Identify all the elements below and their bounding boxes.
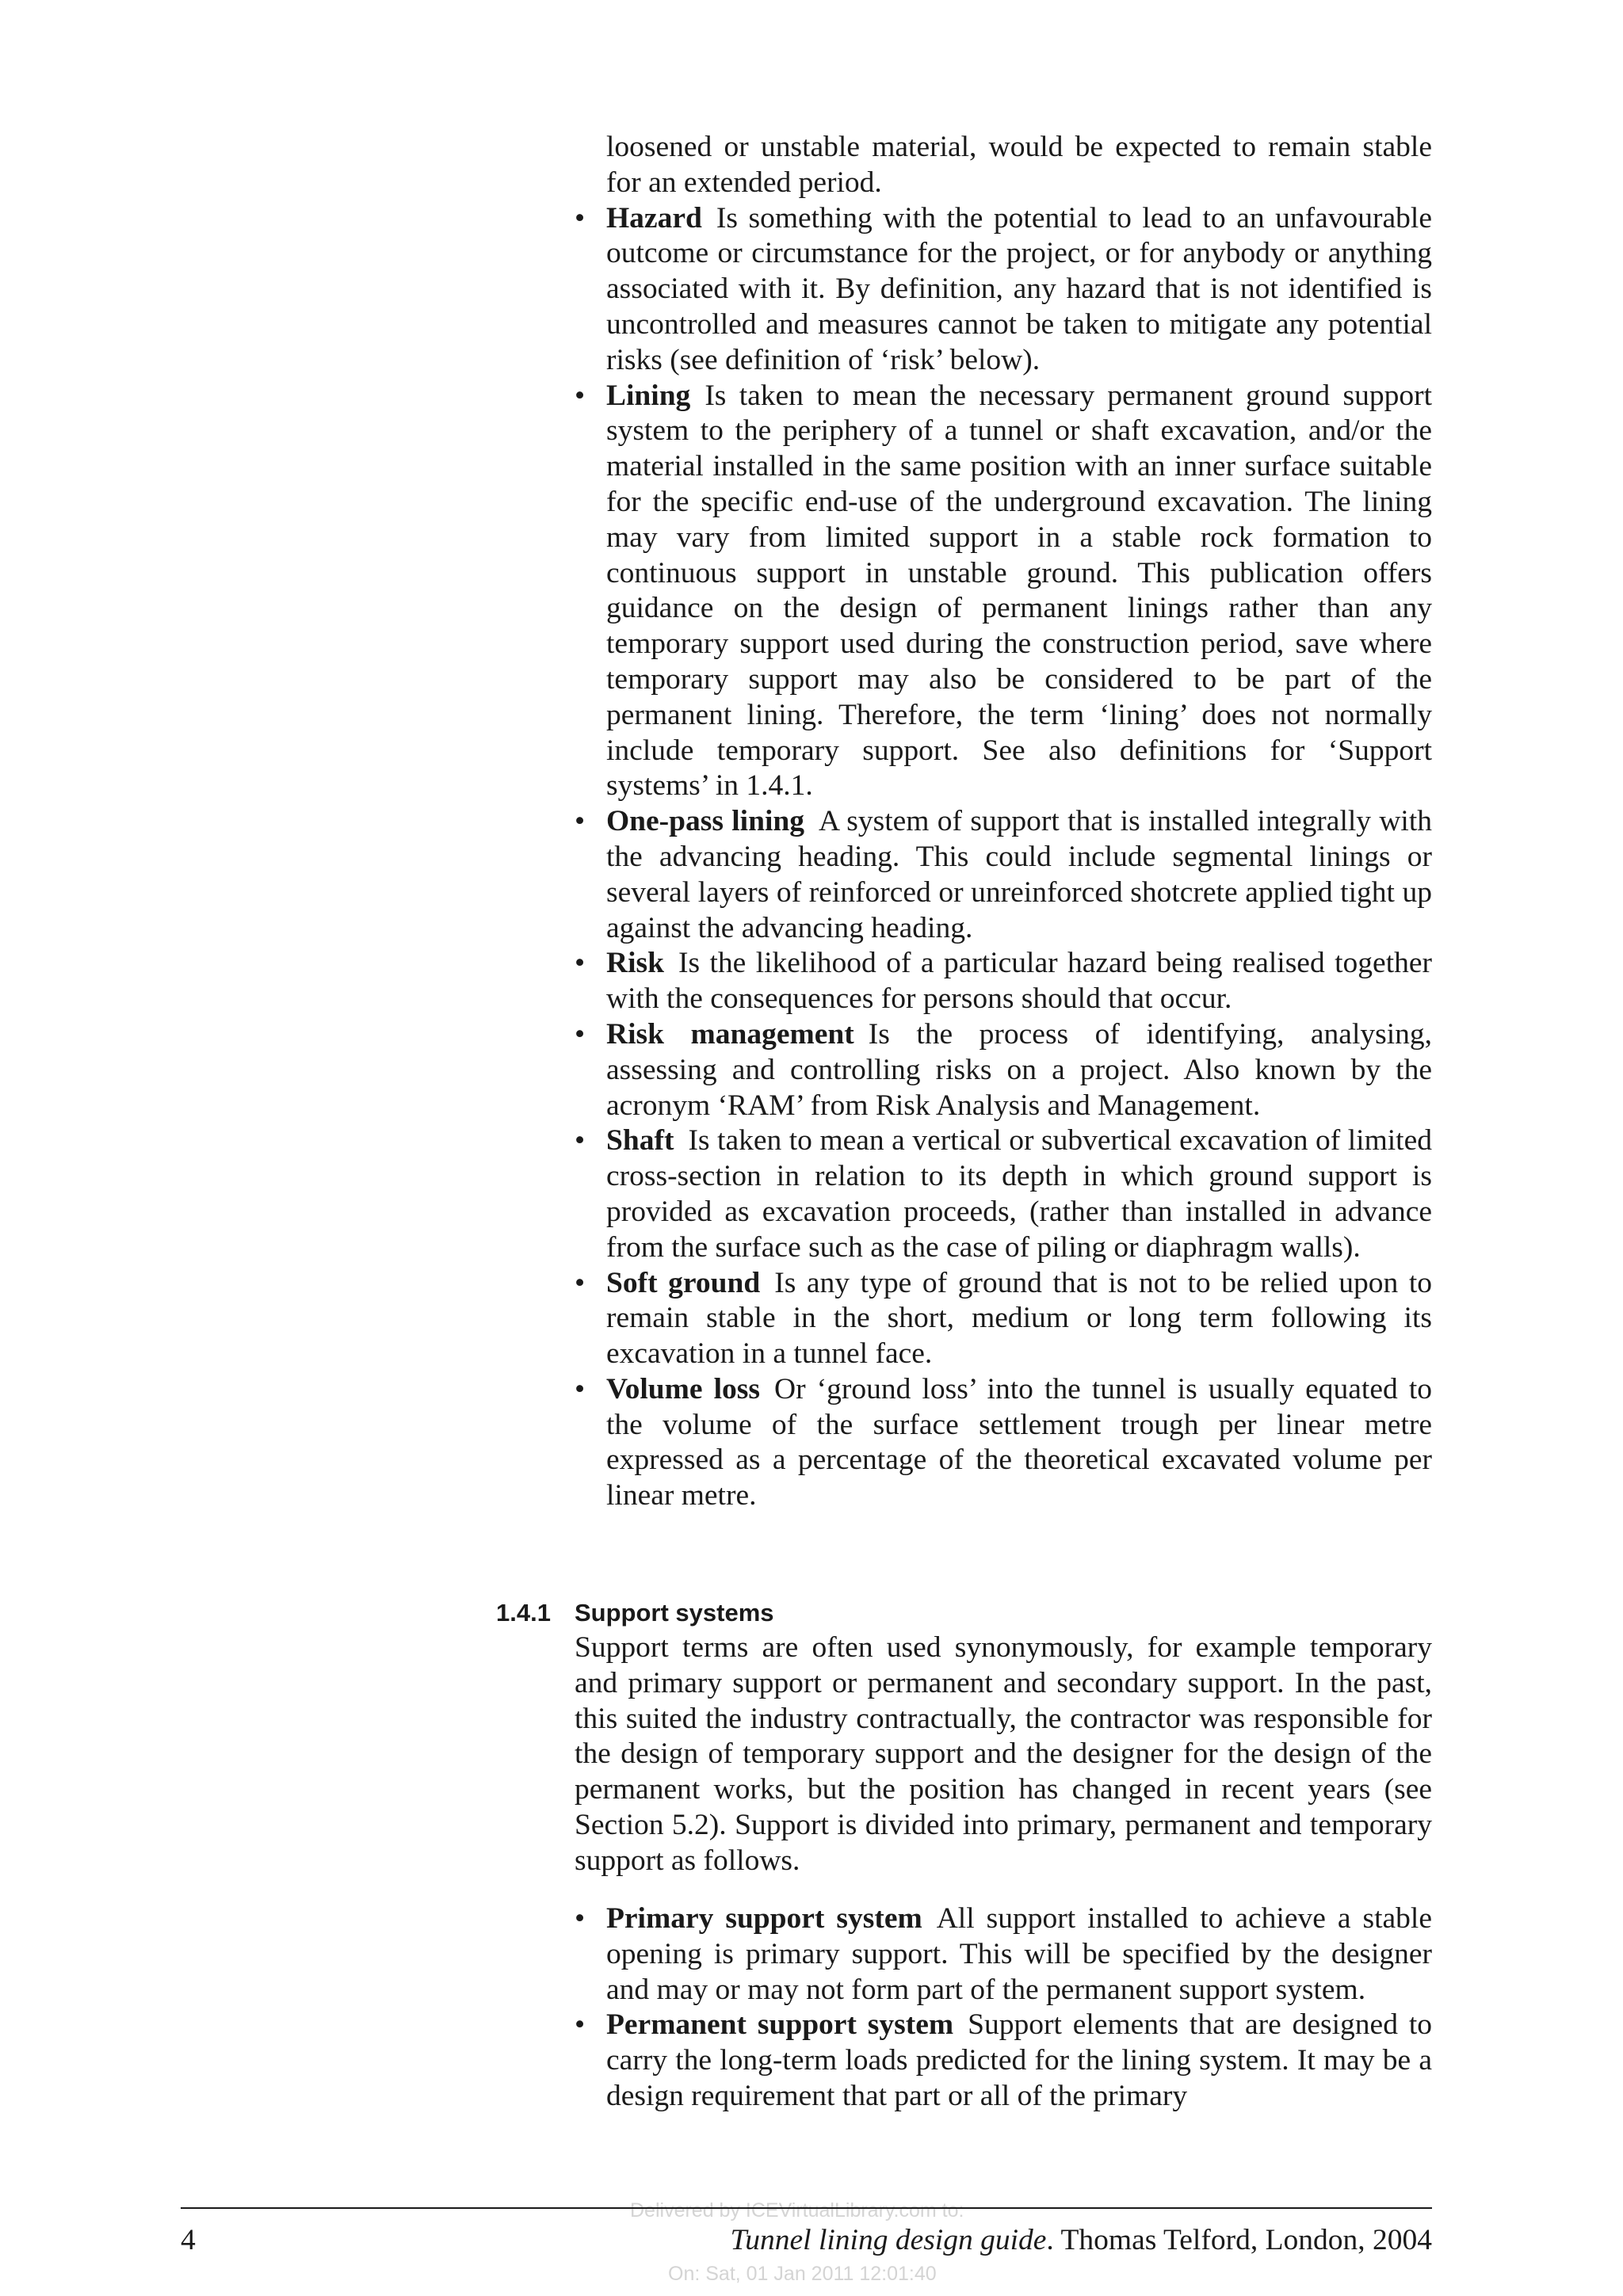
definition-term: Risk [606,947,664,980]
definition-text: Or ‘ground loss’ into the tunnel is usually equated to the volume of the surface settlement trough per linear metre expressed as a percentage of the theoretical excavated volume per linear metre. [606,1372,1432,1512]
definitions-list [575,201,1432,1514]
support-systems-list [575,1901,1432,2115]
definition-item [575,1372,1432,1514]
definition-item [575,946,1432,1017]
watermark-delivery: Delivered by ICEVirtualLibrary.com to: [630,2199,964,2222]
book-title: Tunnel lining design guide [730,2224,1047,2256]
definition-term: Risk management [606,1017,854,1051]
definition-term: Shaft [606,1124,674,1158]
support-term: Primary support system [606,1902,922,1935]
support-item [575,2008,1432,2114]
page-number: 4 [181,2224,196,2256]
support-item [575,1901,1432,2008]
definition-text: Is the process of identifying, analysing, assessing and controlling risks on a project. Also known by the acronym ‘RAM’ from Risk Analysis and Management. [606,1017,1432,1122]
support-text: Support elements that are designed to carry the long-term loads predicted for the lining system. It may be a design requirement that part or all of the primary [606,2008,1432,2112]
definition-text: A system of support that is installed integrally with the advancing heading. This could include segmental linings or several layers of reinforced or unreinforced shotcrete applied tight up against the advancing heading. [606,805,1433,944]
definition-term: Volume loss [606,1372,760,1405]
definition-text: Is something with the potential to lead to an unfavourable outcome or circumstance for the project, or for anybody or anything associated with it. By definition, any hazard that is not identified is uncontrolled and measures cannot be taken to mitigate any potential risks (see definition of ‘risk’ below). [606,201,1432,376]
intro-continuation: loosened or unstable material, would be expected to remain stable for an extended period. [606,131,1432,199]
definition-term: Lining [606,379,691,412]
definition-text: Is taken to mean the necessary permanent ground support system to the periphery of a tunnel or shaft excavation, and/or the material installed in the same position with an inner surface suitable for the specific end-use of the underground excavation. The lining may vary from limited support in a stable rock formation to continuous support in unstable ground. This publication offers guidance on the design of permanent linings rather than any temporary support used during the construction period, save where temporary support may also be considered to be part of the permanent lining. Therefore, the term ‘lining’ does not normally include temporary support. See also definitions for ‘Support systems’ in 1.4.1. [606,379,1432,803]
definition-item [575,804,1432,946]
footer-divider [181,2207,1432,2209]
publisher-info: . Thomas Telford, London, 2004 [1046,2224,1432,2256]
definition-term: One-pass lining [606,805,804,838]
section-body [575,1630,1432,1879]
definition-term: Hazard [606,201,702,235]
section-paragraph: Support terms are often used synonymously, for example temporary and primary support or permanent and secondary support. In the past, this suited the industry contractually, the contractor was responsible for the design of temporary support and the designer for the design of the permanent works, but the position has changed in recent years (see Section 5.2). Support is divided into primary, permanent and temporary support as follows. [575,1631,1432,1877]
section-title: Support systems [575,1599,774,1627]
support-systems-column [575,1901,1432,2115]
watermark-date: On: Sat, 01 Jan 2011 12:01:40 [668,2263,937,2285]
section-heading [496,1597,774,1629]
definition-item [575,1266,1432,1372]
definition-item [575,201,1432,379]
support-term: Permanent support system [606,2008,954,2042]
definition-text: Is any type of ground that is not to be relied upon to remain stable in the short, medium or long term following its excavation in a tunnel face. [606,1266,1432,1371]
definition-item [575,379,1432,805]
definition-item [575,1017,1432,1123]
definition-term: Soft ground [606,1266,761,1299]
section-number: 1.4.1 [496,1599,551,1627]
support-text: All support installed to achieve a stable opening is primary support. This will be specified by the designer and may or may not form part of the permanent support system. [606,1902,1432,2006]
definition-text: Is the likelihood of a particular hazard being realised together with the consequences for persons should that occur. [606,947,1432,1016]
footer-citation [730,2223,1432,2258]
definition-text: Is taken to mean a vertical or subvertical excavation of limited cross-section in relation to its depth in which ground support is provided as excavation proceeds, (rather than installed in advance from the surface such as the case of piling or diaphragm walls). [606,1124,1432,1264]
definitions-column [575,130,1432,1514]
definition-item [575,1123,1432,1265]
